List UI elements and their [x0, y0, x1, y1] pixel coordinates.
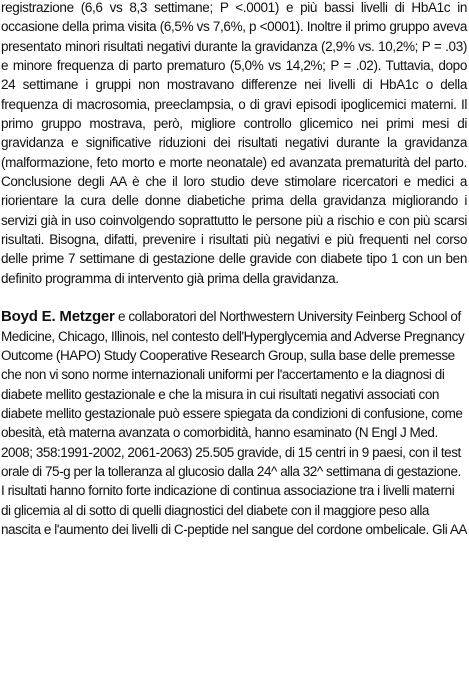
paragraph-pregnancy-outcomes: registrazione (6,6 vs 8,3 settimane; P <.0001) e più bassi livelli di HbA1c in occasione della prima visita (6,5% vs 7,6%, p <0001). Inoltre il primo gruppo aveva presentato minori risultati negativi durante la gravidanza (2,9% vs. 10,2%; P = .03) e minore frequenza di parto prematuro (5,0% vs 14,2%; P = .02). Tuttavia, dopo 24 settimane i gruppi non mostravano differenze nei livelli di HbA1c o della frequenza di macrosomia, preeclampsia, o di gravi episodi ipoglicemici materni. Il primo gruppo mostrava, però, migliore controllo glicemico nei primi mesi di gravidanza e significative riduzioni dei risultati negativi durante la gravidanza (malformazione, feto morto e morte neonatale) ed avanzata prematurità del parto. Conclusione degli AA è che il loro studio deve stimolare ricercatori e medici a riorientare la cura delle donne diabetiche prima della gravidanza migliorando i servizi già in uso coinvolgendo soprattutto le persone più a rischio e con più scarsi risultati. Bisogna, difatti, prevenire i risultati più negativi e più frequenti nel corso delle prime 7 settimane di gestazione delle gravide con diabete tipo 1 con un ben definito programma di intervento già prima della gravidanza.	[1, 0, 467, 286]
author-name: Boyd E. Metzger	[1, 308, 115, 326]
paragraph-hapo-study	[1, 307, 467, 539]
paragraph-hapo-text: e collaboratori del Northwestern University Feinberg School of Medicine, Chicago, Illinois, nel contesto dell'Hyperglycemia and Adverse Pregnancy Outcome (HAPO) Study Cooperative Research Group, sulla base delle premesse che non vi sono norme internazionali uniformi per l'accertamento e la diagnosi di diabete mellito gestazionale e che la misura in cui risultati negativi associati con diabete mellito gestazionale può essere spiegata da condizioni di confusione, come obesità, età materna avanzata o comorbidità, hanno esaminato (N Engl J Med. 2008; 358:1991-2002, 2061-2063) 25.505 gravide, di 15 centri in 9 paesi, con il test orale di 75-g per la tolleranza al glucosio dalla 24^ alla 32^ settimana di gestazione. I risultati hanno fornito forte indicazione di continua associazione tra i livelli materni di glicemia al di sotto di quelli diagnostici del diabete con il maggiore peso alla nascita e l'aumento dei livelli di C-peptide nel sangue del cordone ombelicale. Gli AA	[1, 309, 467, 537]
